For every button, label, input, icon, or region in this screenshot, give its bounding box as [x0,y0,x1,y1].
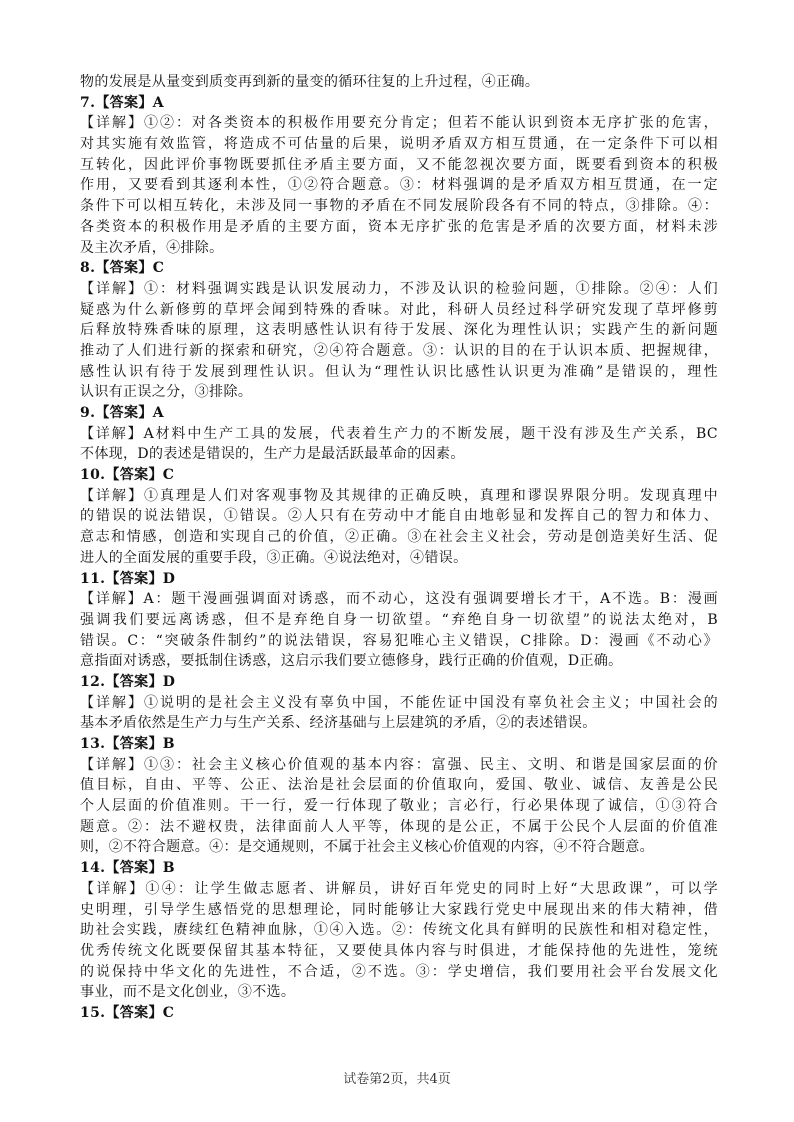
answer-heading: 8.【答案】C [80,260,165,277]
explanation-line: 【详解】①④：让学生做志愿者、讲解员，讲好百年党史的同时上好“大思政课”，可以学 [80,880,718,897]
explanation-line: 认识有正误之分，③排除。 [80,384,253,401]
explanation-line: 推动了人们进行新的探索和研究，②④符合题意。③：认识的目的在于认识本质、把握规律， [80,342,718,359]
page-footer: 试卷第2页，共4页 [343,1072,451,1087]
answer-heading: 15.【答案】C [80,1004,175,1021]
explanation-line: 作用，又要看到其逐利本性，①②符合题意。③：材料强调的是矛盾双方相互贯通，在一定 [80,177,718,194]
explanation-line: 后释放特殊香味的原理，这表明感性认识有待于发展、深化为理性认识；实践产生的新问题 [80,322,718,339]
explanation-line: 【详解】A：题干漫画强调面对诱惑，而不动心，这没有强调要增长才干，A不选。B：漫画 [80,591,718,608]
explanation-line: 【详解】①③：社会主义核心价值观的基本内容：富强、民主、文明、和谐是国家层面的价 [80,756,718,773]
explanation-line: 【详解】A材料中生产工具的发展，代表着生产力的不断发展，题干没有涉及生产关系，BC [80,425,718,442]
explanation-line: 进人的全面发展的重要手段，③正确。④说法绝对，④错误。 [80,549,468,566]
explanation-line: 各类资本的积极作用是矛盾的主要方面，资本无序扩张的危害是矛盾的次要方面，材料未涉 [80,218,718,235]
explanation-line: 优秀传统文化既要保留其基本特征，又要使具体内容与时俱进，才能保持他的先进性，笼统 [80,942,718,959]
explanation-line: 题意。②：法不避权贵，法律面前人人平等，体现的是公正，不属于公民个人层面的价值准 [80,818,718,835]
answer-heading: 11.【答案】D [80,570,176,587]
explanation-line: 事业，而不是文化创业，③不选。 [80,984,296,1001]
explanation-line: 【详解】①：材料强调实践是认识发展动力，不涉及认识的检验问题，①排除。②④：人们 [80,280,718,297]
explanation-line: 物的发展是从量变到质变再到新的量变的循环往复的上升过程，④正确。 [80,74,540,90]
explanation-line: 强调我们要远离诱惑，但不是弃绝自身一切欲望。“弃绝自身一切欲望”的说法太绝对，B [80,611,718,628]
explanation-line: 基本矛盾依然是生产力与生产关系、经济基础与上层建筑的矛盾，②的表述错误。 [80,715,597,732]
explanation-line: 互转化，因此评价事物既要抓住矛盾主要方面，又不能忽视次要方面，既要看到资本的积极 [80,156,718,173]
explanation-line: 意指面对诱惑，要抵制住诱惑，这启示我们要立德修身，践行正确的价值观，D正确。 [80,653,623,670]
answer-heading: 9.【答案】A [80,405,164,421]
explanation-line: 及主次矛盾，④排除。 [80,239,224,256]
explanation-line: 值目标，自由、平等、公正、法治是社会层面的价值取向，爱国、敬业、诚信、友善是公民 [80,777,718,794]
explanation-line: 【详解】①②：对各类资本的积极作用要充分肯定；但若不能认识到资本无序扩张的危害， [80,115,718,132]
explanation-line: 【详解】①说明的是社会主义没有辜负中国，不能佐证中国没有辜负社会主义；中国社会的 [80,694,718,711]
answer-heading: 13.【答案】B [80,736,175,752]
explanation-line: 不体现，D的表述是错误的，生产力是最活跃最革命的因素。 [80,446,465,463]
explanation-line: 感性认识有待于发展到理性认识。但认为“理性认识比感性认识更为准确”是错误的，理性 [80,363,718,380]
explanation-line: 错误。C：“突破条件制约”的说法错误，容易犯唯心主义错误，C排除。D：漫画《不动心》 [80,632,718,649]
explanation-line: 个人层面的价值准则。干一行，爱一行体现了敬业；言必行，行必果体现了诚信，①③符合 [80,798,718,815]
explanation-line: 的错误的说法错误，①错误。②人只有在劳动中才能自由地彰显和发挥自己的智力和体力、 [80,508,718,525]
answer-heading: 14.【答案】B [80,860,175,877]
answer-document [80,72,718,1024]
explanation-line: 的说保持中华文化的先进性，不合适，②不选。③：学史增信，我们要用社会平台发展文化 [80,963,718,980]
answer-heading: 12.【答案】D [80,673,176,690]
explanation-line: 则，②不符合题意。④：是交通规则，不属于社会主义核心价值观的内容，④不符合题意。 [80,839,654,856]
explanation-line: 【详解】①真理是人们对客观事物及其规律的正确反映，真理和谬误界限分明。发现真理中 [80,487,718,504]
explanation-line: 史明理，引导学生感悟党的思想理论，同时能够让大家践行党史中展现出来的伟大精神，借 [80,901,718,918]
explanation-line: 条件下可以相互转化，未涉及同一事物的矛盾在不同发展阶段各有不同的特点，③排除。④： [80,198,718,215]
explanation-line: 疑惑为什么新修剪的草坪会闻到特殊的香味。对此，科研人员经过科学研究发现了草坪修剪 [80,301,718,318]
explanation-line: 意志和情感，创造和实现自己的价值，②正确。③在社会主义社会，劳动是创造美好生活、促 [80,529,718,546]
answer-heading: 10.【答案】C [80,467,175,484]
answer-heading: 7.【答案】A [80,94,164,111]
explanation-line: 对其实施有效监管，将造成不可估量的后果，说明矛盾双方相互贯通，在一定条件下可以相 [80,136,718,153]
explanation-line: 助社会实践，赓续红色精神血脉，①④入选。②：传统文化具有鲜明的民族性和相对稳定性， [80,922,718,939]
